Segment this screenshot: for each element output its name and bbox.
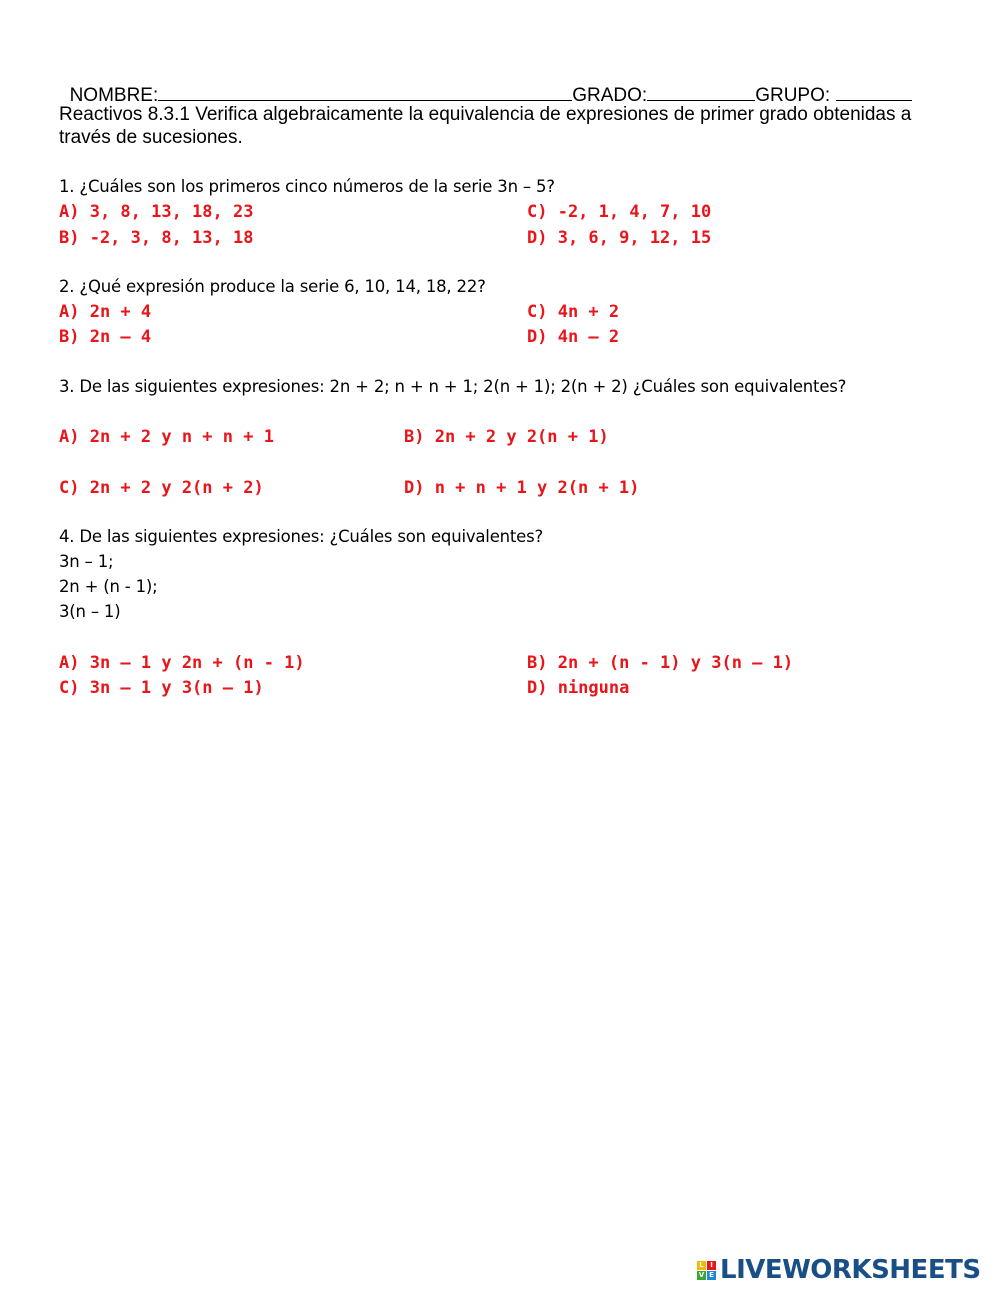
grupo-field[interactable] bbox=[836, 82, 912, 101]
question-3-option-b[interactable]: B) 2n + 2 y 2(n + 1) bbox=[404, 427, 609, 447]
question-2-option-d[interactable]: D) 4n – 2 bbox=[527, 327, 620, 347]
question-3-option-a[interactable]: A) 2n + 2 y n + n + 1 bbox=[59, 427, 274, 447]
question-4-option-a[interactable]: A) 3n – 1 y 2n + (n - 1) bbox=[59, 653, 305, 673]
header-line bbox=[59, 60, 912, 107]
intro-line-1: Reactivos 8.3.1 Verifica algebraicamente la equivalencia de expresiones de primer grado obtenidas a bbox=[59, 104, 912, 125]
question-4-option-c[interactable]: C) 3n – 1 y 3(n – 1) bbox=[59, 678, 264, 698]
question-3-option-c[interactable]: C) 2n + 2 y 2(n + 2) bbox=[59, 478, 264, 498]
grado-label: GRADO: bbox=[572, 85, 648, 106]
grupo-label: GRUPO: bbox=[755, 85, 831, 106]
question-4-expression-1: 3n – 1; bbox=[59, 552, 114, 571]
nombre-field[interactable] bbox=[158, 82, 572, 101]
question-1-option-d[interactable]: D) 3, 6, 9, 12, 15 bbox=[527, 228, 712, 248]
liveworksheets-wordmark: LIVEWORKSHEETS bbox=[720, 1255, 981, 1285]
liveworksheets-icon: L I V E bbox=[697, 1261, 716, 1280]
question-1-option-b[interactable]: B) -2, 3, 8, 13, 18 bbox=[59, 228, 254, 248]
intro-line-2: través de sucesiones. bbox=[59, 127, 243, 148]
question-4-text: 4. De las siguientes expresiones: ¿Cuáles son equivalentes? bbox=[59, 527, 544, 546]
grado-field[interactable] bbox=[647, 82, 755, 101]
liveworksheets-logo bbox=[697, 1256, 981, 1284]
question-1-option-a[interactable]: A) 3, 8, 13, 18, 23 bbox=[59, 202, 254, 222]
question-4-option-b[interactable]: B) 2n + (n - 1) y 3(n – 1) bbox=[527, 653, 794, 673]
question-1-option-c[interactable]: C) -2, 1, 4, 7, 10 bbox=[527, 202, 712, 222]
question-2-option-b[interactable]: B) 2n – 4 bbox=[59, 327, 152, 347]
question-2-option-c[interactable]: C) 4n + 2 bbox=[527, 302, 620, 322]
question-2-text: 2. ¿Qué expresión produce la serie 6, 10, 14, 18, 22? bbox=[59, 277, 486, 296]
question-3-text: 3. De las siguientes expresiones: 2n + 2; n + n + 1; 2(n + 1); 2(n + 2) ¿Cuáles son equivalentes? bbox=[59, 377, 847, 396]
nombre-label: NOMBRE: bbox=[69, 85, 159, 106]
question-4-option-d[interactable]: D) ninguna bbox=[527, 678, 630, 698]
question-4-expression-3: 3(n – 1) bbox=[59, 602, 121, 621]
question-1-text: 1. ¿Cuáles son los primeros cinco números de la serie 3n – 5? bbox=[59, 177, 555, 196]
question-3-option-d[interactable]: D) n + n + 1 y 2(n + 1) bbox=[404, 478, 640, 498]
question-2-option-a[interactable]: A) 2n + 4 bbox=[59, 302, 152, 322]
question-4-expression-2: 2n + (n - 1); bbox=[59, 577, 158, 596]
